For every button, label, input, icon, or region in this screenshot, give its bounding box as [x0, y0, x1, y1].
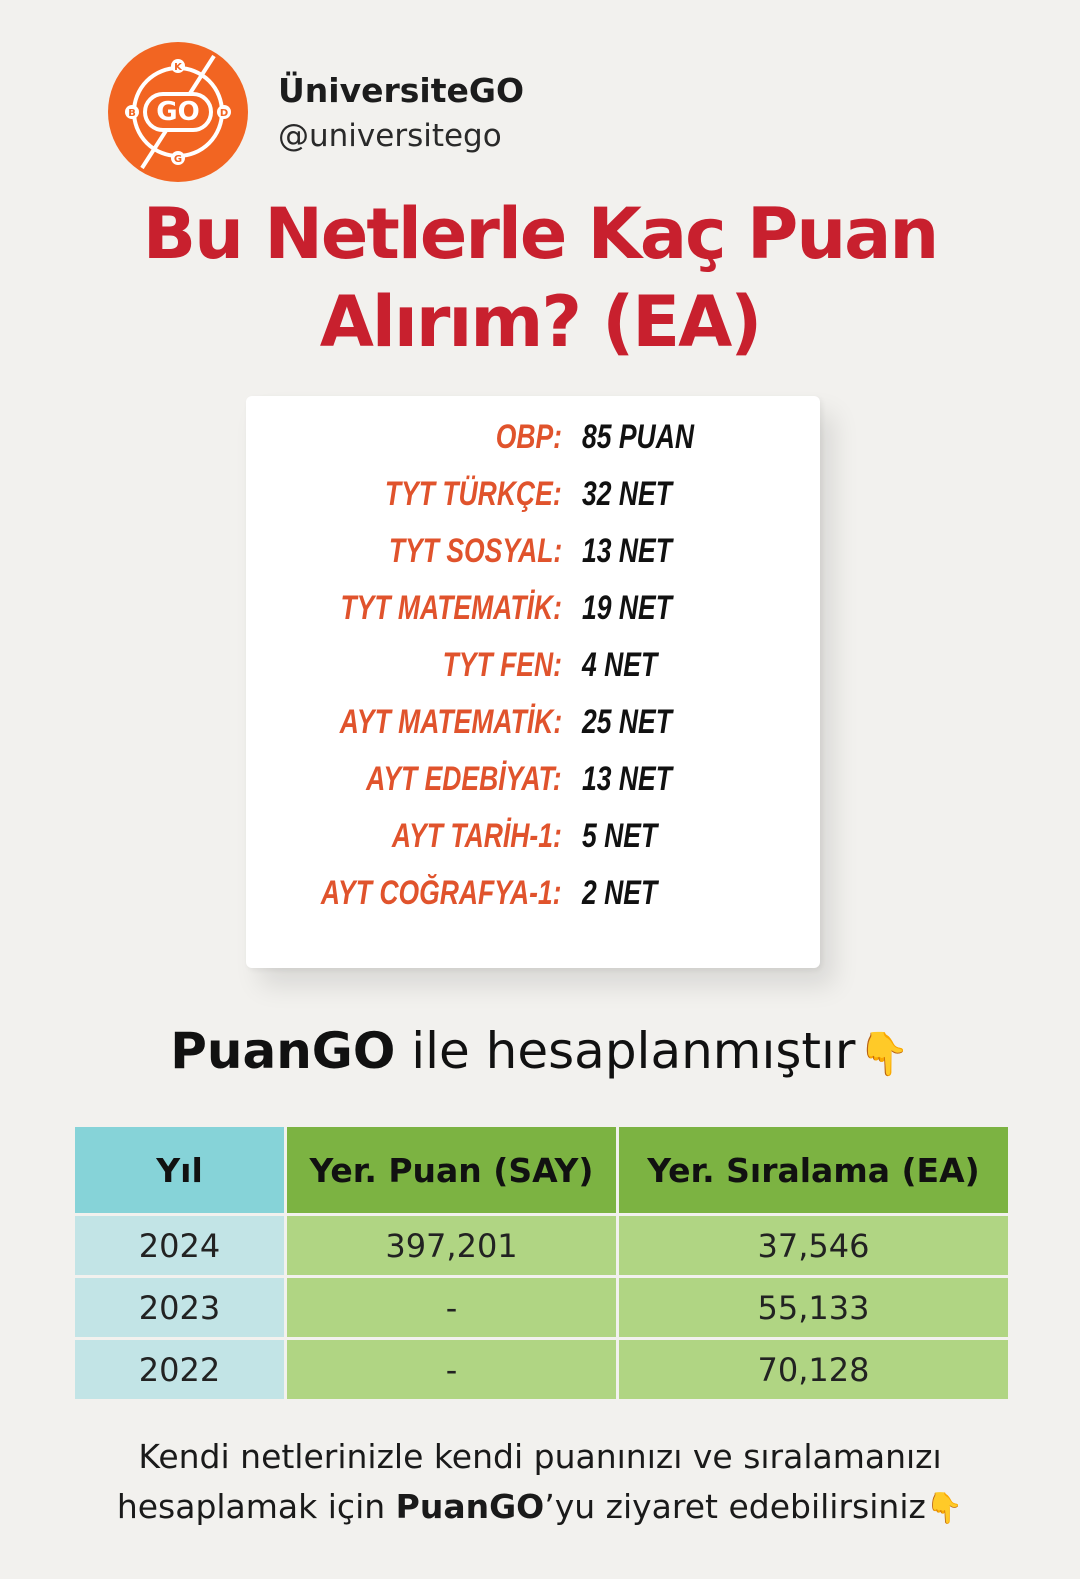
score-value: 2 NET [582, 874, 658, 912]
brand-handle: @universitego [278, 117, 502, 154]
cell-year: 2023 [74, 1277, 286, 1339]
score-value: 19 NET [582, 589, 672, 627]
score-row [246, 817, 820, 874]
footer-line-2-pre: hesaplamak için [116, 1487, 396, 1526]
logo-text: GO [156, 97, 200, 127]
cell-rank: 70,128 [618, 1339, 1010, 1401]
brand-block [278, 71, 524, 154]
logo-letter-g: G [173, 154, 183, 165]
score-value: 32 NET [582, 475, 672, 513]
logo-letter-d: D [219, 108, 229, 119]
score-value: 4 NET [582, 646, 658, 684]
score-label: AYT COĞRAFYA-1: [321, 874, 562, 912]
score-value: 25 NET [582, 703, 672, 741]
footer-text [0, 1432, 1080, 1534]
score-value: 13 NET [582, 532, 672, 570]
score-label: AYT TARİH-1: [392, 817, 562, 855]
pointing-down-small-icon: 👇 [925, 1491, 964, 1526]
score-row [246, 703, 820, 760]
cell-score: - [286, 1339, 618, 1401]
logo-letter-b: B [128, 108, 136, 119]
header-year: Yıl [74, 1126, 286, 1215]
calc-rest-text: ile hesaplanmıştır [395, 1022, 856, 1080]
score-label: TYT TÜRKÇE: [385, 475, 562, 513]
puango-brand: PuanGO [170, 1022, 396, 1080]
score-label: OBP: [495, 418, 562, 456]
header-score: Yer. Puan (SAY) [286, 1126, 618, 1215]
score-label: TYT MATEMATİK: [340, 589, 562, 627]
title-line-1: Bu Netlerle Kaç Puan [142, 193, 938, 275]
header [108, 42, 524, 182]
score-row [246, 646, 820, 703]
table-row [74, 1277, 1010, 1339]
page-title [0, 190, 1080, 366]
score-row [246, 874, 820, 931]
table-header-row [74, 1126, 1010, 1215]
table-row [74, 1339, 1010, 1401]
score-value: 13 NET [582, 760, 672, 798]
table-row [74, 1215, 1010, 1277]
compass-logo-icon [108, 42, 248, 182]
score-label: AYT EDEBİYAT: [366, 760, 562, 798]
score-label: AYT MATEMATİK: [339, 703, 562, 741]
footer-line-2-post: ’yu ziyaret edebilirsiniz [544, 1487, 926, 1526]
score-row [246, 760, 820, 817]
logo-letter-k: K [174, 62, 182, 73]
score-row [246, 475, 820, 532]
footer-line-2 [0, 1482, 1080, 1534]
score-row [246, 532, 820, 589]
score-value: 85 PUAN [582, 418, 695, 456]
cell-rank: 37,546 [618, 1215, 1010, 1277]
pointing-down-icon: 👇 [857, 1029, 910, 1078]
score-row [246, 589, 820, 646]
cell-score: 397,201 [286, 1215, 618, 1277]
scores-card [246, 396, 820, 968]
score-row [246, 418, 820, 475]
cell-year: 2024 [74, 1215, 286, 1277]
results-table [72, 1124, 1011, 1402]
header-rank: Yer. Sıralama (EA) [618, 1126, 1010, 1215]
brand-name: ÜniversiteGO [278, 70, 525, 110]
title-line-2: Alırım? (EA) [319, 281, 761, 363]
score-label: TYT SOSYAL: [388, 532, 562, 570]
score-value: 5 NET [582, 817, 658, 855]
cell-year: 2022 [74, 1339, 286, 1401]
calculated-with-caption [0, 1022, 1080, 1080]
footer-line-1: Kendi netlerinizle kendi puanınızı ve sıralamanızı [138, 1437, 942, 1476]
cell-rank: 55,133 [618, 1277, 1010, 1339]
universitego-logo [108, 42, 248, 182]
cell-score: - [286, 1277, 618, 1339]
footer-puango-brand: PuanGO [395, 1487, 545, 1526]
score-label: TYT FEN: [442, 646, 562, 684]
